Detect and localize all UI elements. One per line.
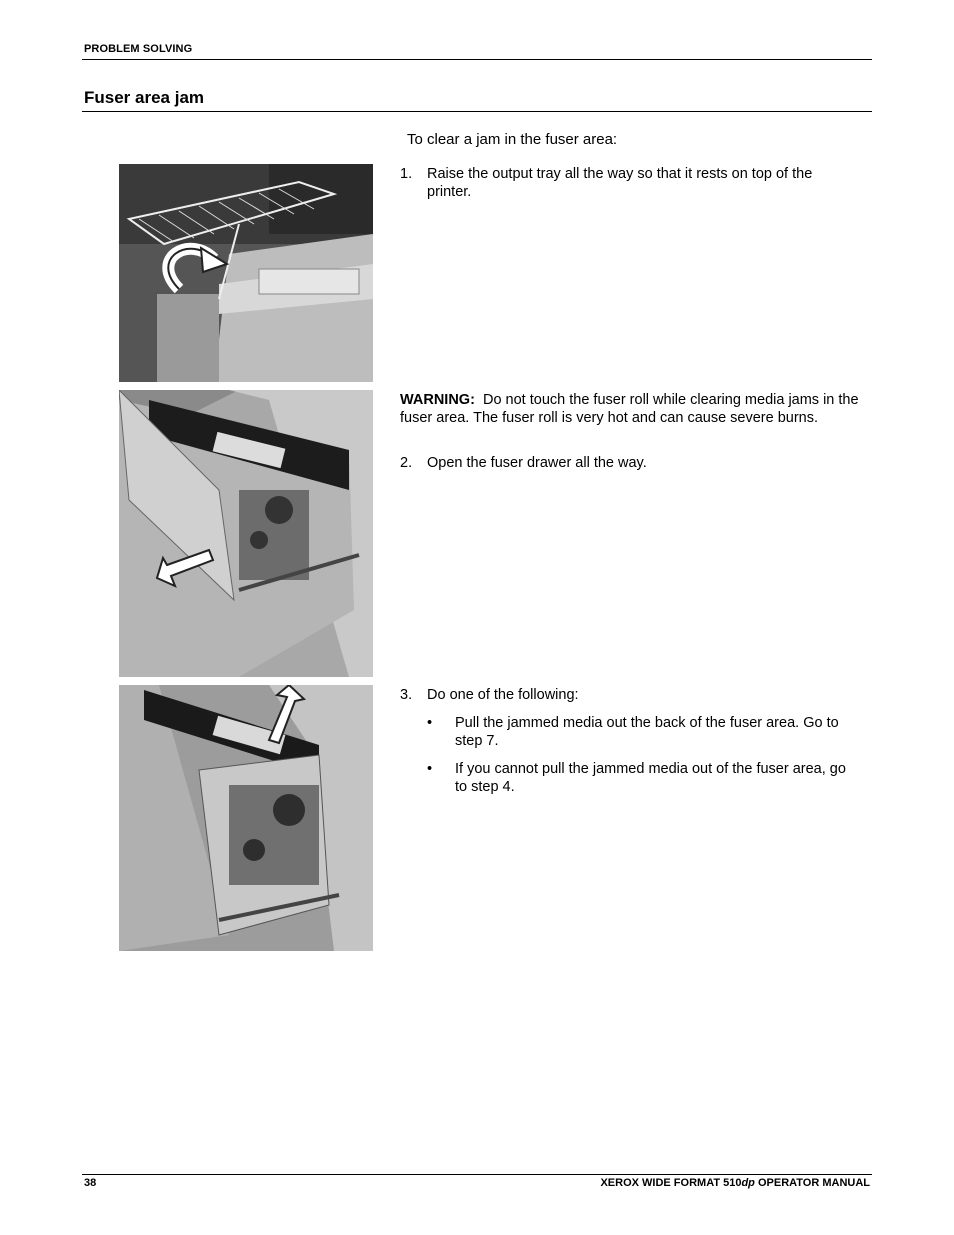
step-text: Do one of the following: [427,687,579,703]
header-rule [82,59,872,60]
step-text: Open the fuser drawer all the way. [427,455,647,471]
bullet-item [400,760,860,796]
running-header: PROBLEM SOLVING [84,43,193,55]
bullet-mark: • [427,715,433,731]
bullet-text: If you cannot pull the jammed media out of the fuser area, go to step 4. [455,761,846,795]
step-number: 1. [400,166,413,182]
warning-label: WARNING: [400,392,475,408]
step-text: Raise the output tray all the way so that it rests on top of the printer. [427,166,813,200]
bullet-mark: • [427,761,433,777]
step-number: 2. [400,455,413,471]
photo-raise-output-tray [119,164,373,382]
step-1 [400,165,860,201]
bullet-text: Pull the jammed media out the back of the fuser area. Go to step 7. [455,715,839,749]
page-number: 38 [84,1177,97,1189]
manual-title-prefix: XEROX WIDE FORMAT 510 [600,1177,742,1189]
manual-title-suffix: OPERATOR MANUAL [754,1177,870,1189]
photo-fuser-jammed-media [119,685,373,951]
footer-rule [82,1174,872,1175]
step-2 [400,454,860,472]
step-3 [400,686,860,796]
warning-block [400,391,860,427]
manual-title [600,1177,870,1189]
warning-text: Do not touch the fuser roll while clearing media jams in the fuser area. The fuser roll is very hot and can cause severe burns. [400,392,859,426]
section-title: Fuser area jam [84,88,205,107]
manual-title-model: dp [741,1177,755,1189]
bullet-item [400,714,860,750]
step-number: 3. [400,687,413,703]
photo-open-fuser-drawer [119,390,373,677]
title-rule [82,111,872,112]
intro-text: To clear a jam in the fuser area: [407,131,618,148]
